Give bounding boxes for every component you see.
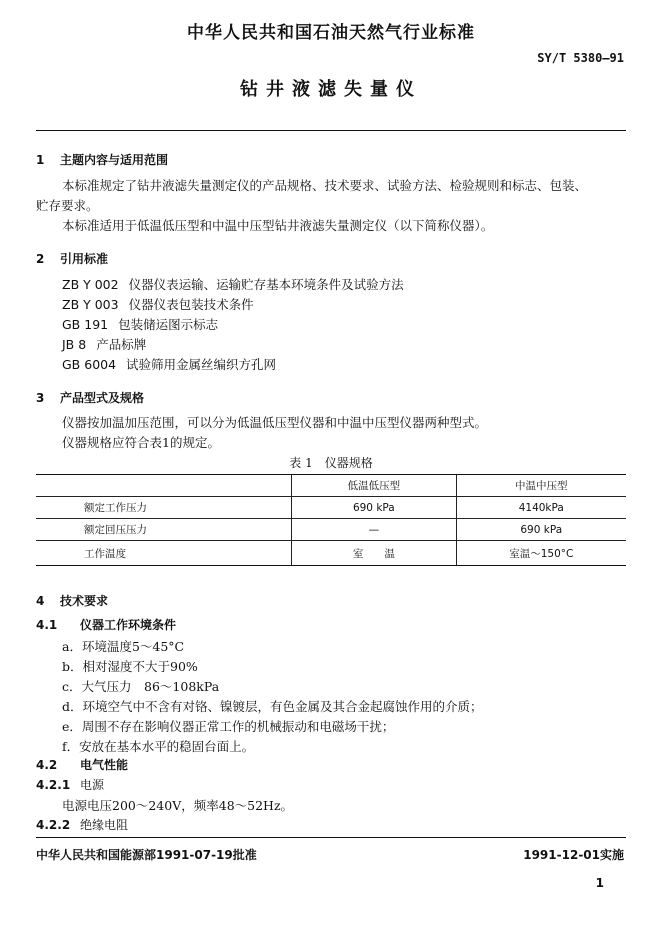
table-cell: 690 kPa <box>292 497 456 519</box>
table-header-row <box>36 475 626 497</box>
section-3-paragraph-1: 仪器按加温加压范围，可以分为低温低压型仪器和中温中压型仪器两种型式。 <box>62 415 488 430</box>
table-cell: 4140kPa <box>456 497 626 519</box>
reference-item: GB 191 包装储运图示标志 <box>62 317 219 332</box>
document-title: 钻井液滤失量仪 <box>240 79 422 100</box>
page-number: 1 <box>595 876 604 890</box>
table-cell: — <box>292 519 456 541</box>
table-header-cell <box>36 475 292 497</box>
section-3-paragraph-2: 仪器规格应符合表1的规定。 <box>62 435 220 450</box>
table-caption: 表 1 仪器规格 <box>289 456 373 470</box>
section-4-2-1-text: 电源电压200～240V，频率48～52Hz。 <box>62 798 294 813</box>
list-item: c．大气压力 86～108kPa <box>62 679 220 694</box>
spec-table <box>36 474 626 566</box>
approval-statement: 中华人民共和国能源部1991-07-19批准 <box>36 848 257 862</box>
list-item: a．环境温度5～45°C <box>62 639 185 654</box>
table-cell: 室温～150°C <box>456 541 626 566</box>
table-cell: 额定工作压力 <box>36 497 292 519</box>
section-1-paragraph-1-cont: 贮存要求。 <box>36 198 99 213</box>
section-4-2-2-heading: 4.2.2 绝缘电阻 <box>36 818 129 832</box>
section-1-paragraph-1: 本标准规定了钻井液滤失量测定仪的产品规格、技术要求、试验方法、检验规则和标志、包装、 <box>62 178 588 193</box>
reference-item: ZB Y 003 仪器仪表包装技术条件 <box>62 297 254 312</box>
standard-category-title: 中华人民共和国石油天然气行业标准 <box>187 23 475 43</box>
reference-item: GB 6004 试验筛用金属丝编织方孔网 <box>62 357 277 372</box>
reference-item: ZB Y 002 仪器仪表运输、运输贮存基本环境条件及试验方法 <box>62 277 404 292</box>
table-cell: 室 温 <box>292 541 456 566</box>
table-cell: 工作温度 <box>36 541 292 566</box>
section-4-heading: 4 技术要求 <box>36 594 109 608</box>
effective-date: 1991-12-01实施 <box>523 848 624 862</box>
footer-rule <box>36 837 626 838</box>
section-4-2-1-heading: 4.2.1 电源 <box>36 778 105 792</box>
table-row <box>36 519 626 541</box>
table-cell: 额定回压压力 <box>36 519 292 541</box>
table-row <box>36 541 626 566</box>
reference-item: JB 8 产品标牌 <box>62 337 147 352</box>
table-header-cell: 中温中压型 <box>456 475 626 497</box>
table-header-cell: 低温低压型 <box>292 475 456 497</box>
section-2-heading: 2 引用标准 <box>36 252 109 266</box>
list-item: d．环境空气中不含有对铬、镍镀层，有色金属及其合金起腐蚀作用的介质； <box>62 699 483 714</box>
section-1-paragraph-2: 本标准适用于低温低压型和中温中压型钻井液滤失量测定仪（以下简称仪器）。 <box>62 218 494 233</box>
section-4-2-heading: 4.2 电气性能 <box>36 758 129 772</box>
section-4-1-heading: 4.1 仪器工作环境条件 <box>36 618 177 632</box>
standard-code: SY/T 5380—91 <box>537 51 624 65</box>
list-item: f．安放在基本水平的稳固台面上。 <box>62 739 255 754</box>
list-item: e．周围不存在影响仪器正常工作的机械振动和电磁场干扰； <box>62 719 395 734</box>
section-3-heading: 3 产品型式及规格 <box>36 391 145 405</box>
section-1-heading: 1 主题内容与适用范围 <box>36 153 169 167</box>
header-rule <box>36 130 626 131</box>
table-row <box>36 497 626 519</box>
table-cell: 690 kPa <box>456 519 626 541</box>
list-item: b．相对湿度不大于90% <box>62 659 198 674</box>
